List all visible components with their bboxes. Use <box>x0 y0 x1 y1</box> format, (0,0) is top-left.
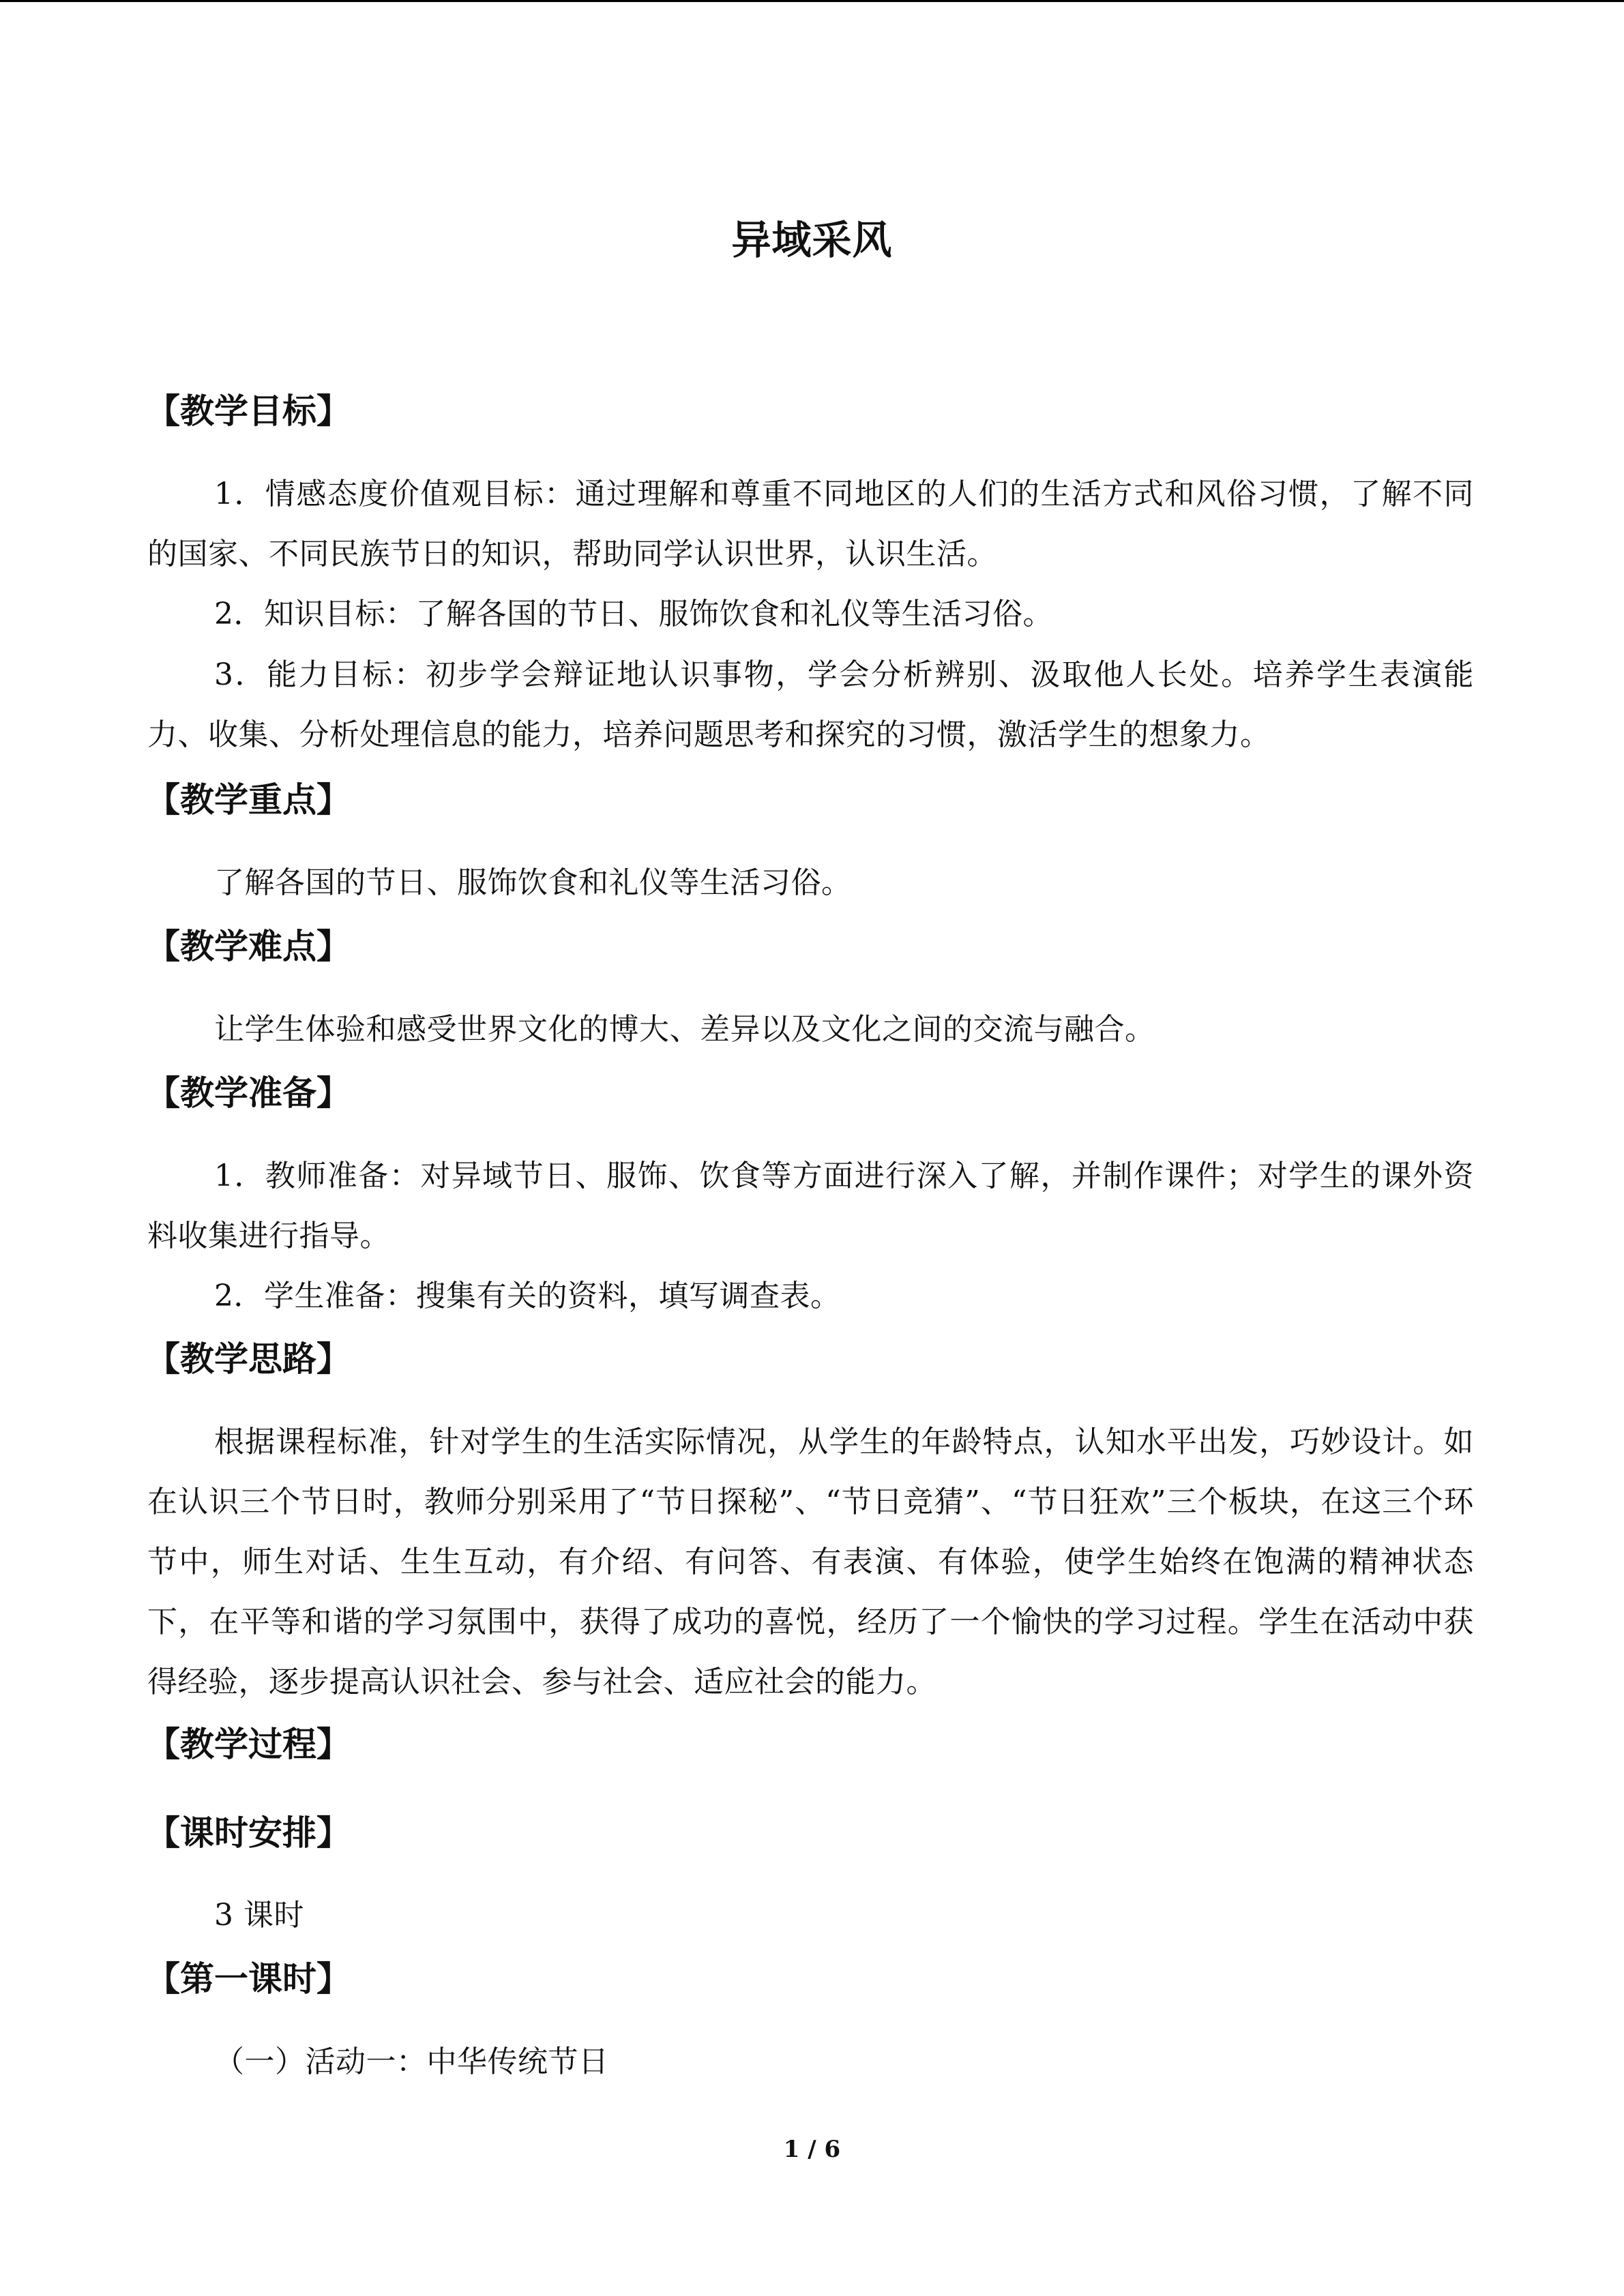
objective-item-1: 1．情感态度价值观目标：通过理解和尊重不同地区的人们的生活方式和风俗习惯，了解不同的国家、不同民族节日的知识，帮助同学认识世界，认识生活。 <box>147 477 1474 571</box>
objective-item-3: 3．能力目标：初步学会辩证地认识事物，学会分析辨别、汲取他人长处。培养学生表演能力、收集、分析处理信息的能力，培养问题思考和探究的习惯，激活学生的想象力。 <box>147 657 1474 752</box>
page-number: 1 / 6 <box>783 2136 841 2163</box>
heading-lesson-one: 【第一课时】 <box>146 1959 351 1999</box>
heading-difficulties: 【教学难点】 <box>146 927 351 966</box>
schedule-text: 3 课时 <box>214 1898 304 1933</box>
heading-approach: 【教学思路】 <box>146 1339 351 1379</box>
lesson-one-activity: （一）活动一：中华传统节日 <box>214 2044 609 2079</box>
approach-text: 根据课程标准，针对学生的生活实际情况，从学生的年龄特点，认知水平出发，巧妙设计。如在认识三个节日时，教师分别采用了“节日探秘”、“节日竞猜”、“节日狂欢”三个板块，在这三个环节中，师生对话、生生互动，有介绍、有问答、有表演、有体验，使学生始终在饱满的精神状态下，在平等和谐的学习氛围中，获得了成功的喜悦，经历了一个愉快的学习过程。学生在活动中获得经验，逐步提高认识社会、参与社会、适应社会的能力。 <box>147 1425 1474 1699</box>
heading-preparation: 【教学准备】 <box>146 1073 351 1113</box>
objective-item-2: 2．知识目标：了解各国的节日、服饰饮食和礼仪等生活习俗。 <box>214 597 1053 631</box>
preparation-item-1: 1．教师准备：对异域节日、服饰、饮食等方面进行深入了解，并制作课件；对学生的课外资料收集进行指导。 <box>147 1159 1474 1253</box>
page-top-border <box>0 0 1624 2</box>
difficulties-text: 让学生体验和感受世界文化的博大、差异以及文化之间的交流与融合。 <box>214 1012 1155 1047</box>
document-title: 异域采风 <box>731 217 893 263</box>
preparation-item-2: 2．学生准备：搜集有关的资料，填写调查表。 <box>214 1279 841 1313</box>
heading-schedule: 【课时安排】 <box>146 1813 351 1853</box>
heading-process: 【教学过程】 <box>146 1725 351 1764</box>
heading-key-points: 【教学重点】 <box>146 780 351 820</box>
heading-teaching-objectives: 【教学目标】 <box>146 391 351 431</box>
key-points-text: 了解各国的节日、服饰饮食和礼仪等生活习俗。 <box>214 865 852 900</box>
